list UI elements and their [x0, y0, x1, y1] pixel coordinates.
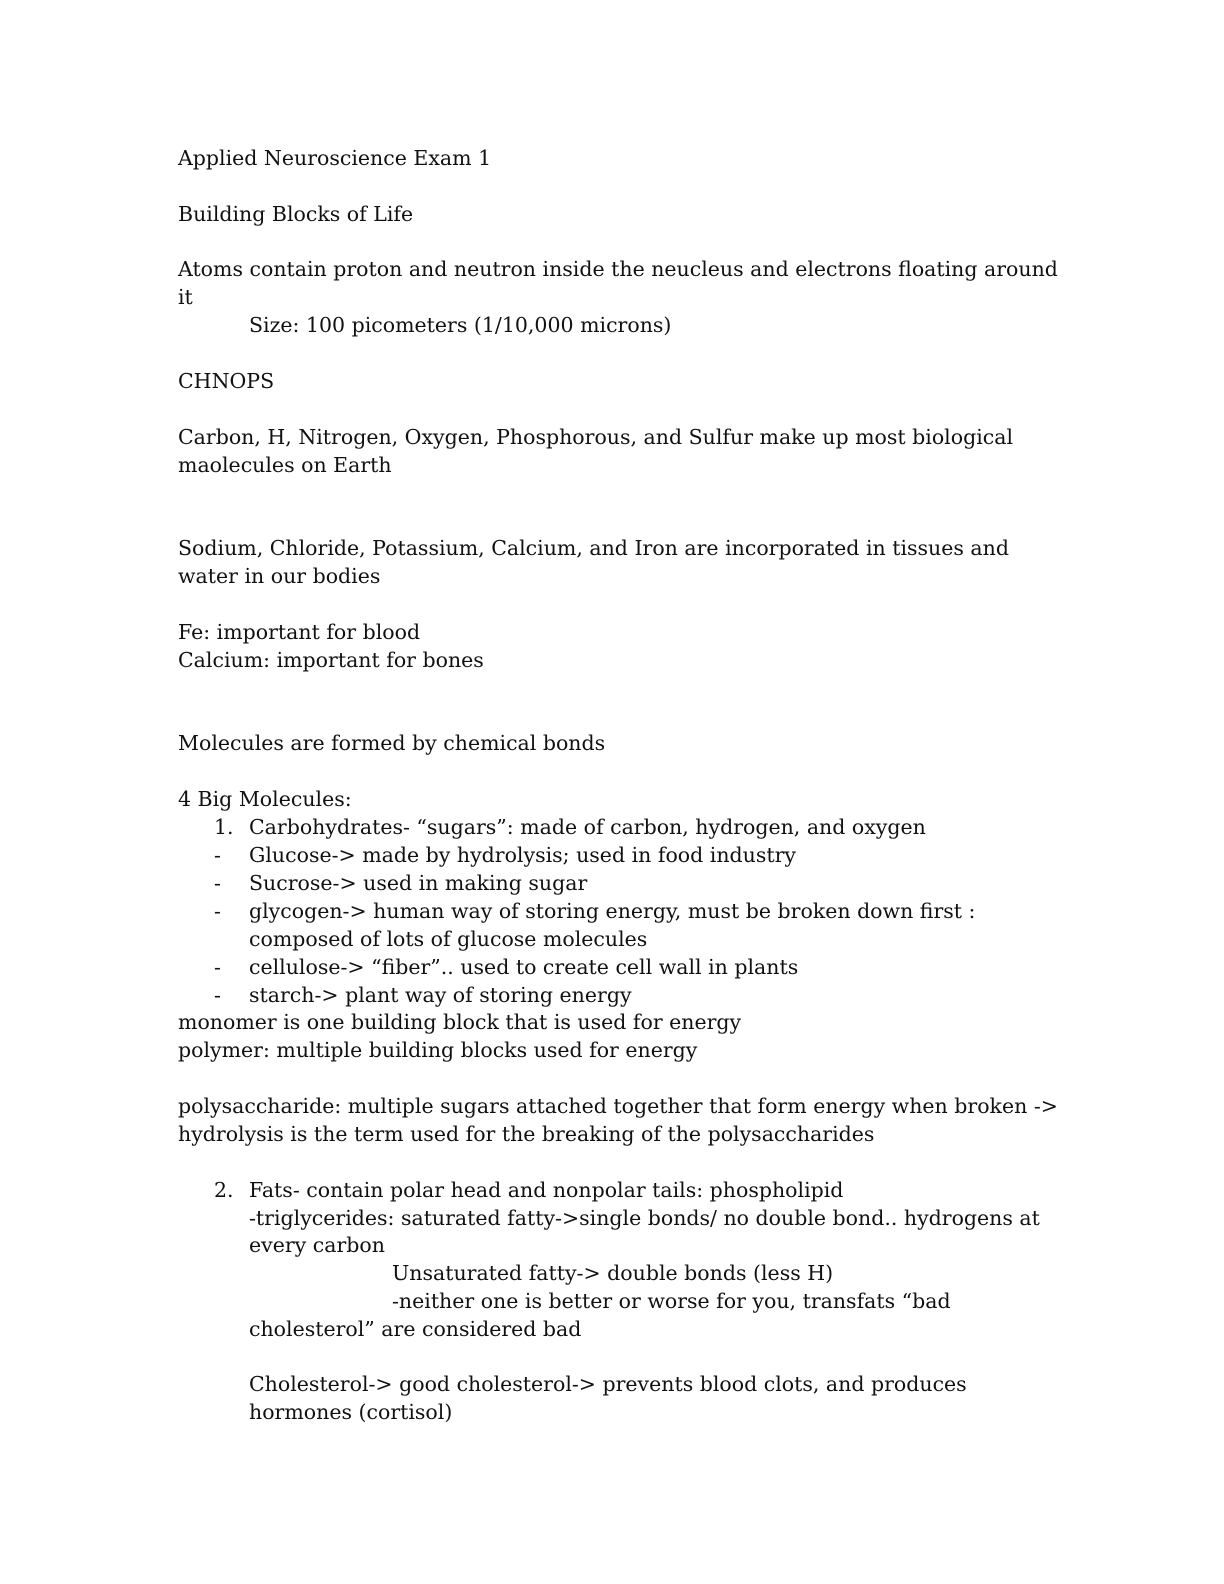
- cellulose-line: cellulose-> “fiber”.. used to create cell wall in plants: [249, 955, 799, 979]
- triglycerides-line: -triglycerides: saturated fatty->single bonds/ no double bond.. hydrogens at: [249, 1206, 1040, 1230]
- minerals-line-2: water in our bodies: [178, 564, 381, 588]
- chnops-line-2: maolecules on Earth: [178, 453, 392, 477]
- list-dash: -: [214, 955, 221, 979]
- monomer-line: monomer is one building block that is used for energy: [178, 1010, 742, 1034]
- chnops-heading: CHNOPS: [178, 369, 275, 393]
- atoms-line-2: it: [178, 285, 193, 309]
- glucose-line: Glucose-> made by hydrolysis; used in food industry: [249, 843, 796, 867]
- transfats-line: -neither one is better or worse for you, transfats “bad: [392, 1289, 951, 1313]
- glycogen-line: glycogen-> human way of storing energy, must be broken down first :: [249, 899, 976, 923]
- chnops-line-1: Carbon, H, Nitrogen, Oxygen, Phosphorous, and Sulfur make up most biological: [178, 425, 1014, 449]
- cholesterol-line-1: Cholesterol-> good cholesterol-> prevents blood clots, and produces: [249, 1372, 967, 1396]
- sucrose-line: Sucrose-> used in making sugar: [249, 871, 588, 895]
- atom-size-line: Size: 100 picometers (1/10,000 microns): [249, 313, 672, 337]
- polysaccharide-line-2: hydrolysis is the term used for the breaking of the polysaccharides: [178, 1122, 875, 1146]
- list-number-2: 2.: [214, 1178, 234, 1202]
- molecules-line: Molecules are formed by chemical bonds: [178, 731, 606, 755]
- starch-line: starch-> plant way of storing energy: [249, 983, 632, 1007]
- cholesterol-line-2: hormones (cortisol): [249, 1400, 453, 1424]
- glycogen-line-cont: composed of lots of glucose molecules: [249, 927, 648, 951]
- polymer-line: polymer: multiple building blocks used for energy: [178, 1038, 698, 1062]
- atoms-line-1: Atoms contain proton and neutron inside the neucleus and electrons floating around: [178, 257, 1058, 281]
- polysaccharide-line-1: polysaccharide: multiple sugars attached together that form energy when broken ->: [178, 1094, 1058, 1118]
- list-number-1: 1.: [214, 815, 234, 839]
- fats-line: Fats- contain polar head and nonpolar tails: phospholipid: [249, 1178, 844, 1202]
- list-dash: -: [214, 899, 221, 923]
- triglycerides-line-cont: every carbon: [249, 1233, 385, 1257]
- fe-line: Fe: important for blood: [178, 620, 421, 644]
- carbohydrates-line: Carbohydrates- “sugars”: made of carbon, hydrogen, and oxygen: [249, 815, 926, 839]
- document-title: Applied Neuroscience Exam 1: [178, 146, 492, 170]
- big-molecules-heading: 4 Big Molecules:: [178, 787, 352, 811]
- transfats-line-cont: cholesterol” are considered bad: [249, 1317, 582, 1341]
- calcium-line: Calcium: important for bones: [178, 648, 484, 672]
- list-dash: -: [214, 983, 221, 1007]
- unsaturated-line: Unsaturated fatty-> double bonds (less H): [392, 1261, 834, 1285]
- list-dash: -: [214, 843, 221, 867]
- minerals-line-1: Sodium, Chloride, Potassium, Calcium, and Iron are incorporated in tissues and: [178, 536, 1009, 560]
- list-dash: -: [214, 871, 221, 895]
- section-heading: Building Blocks of Life: [178, 202, 414, 226]
